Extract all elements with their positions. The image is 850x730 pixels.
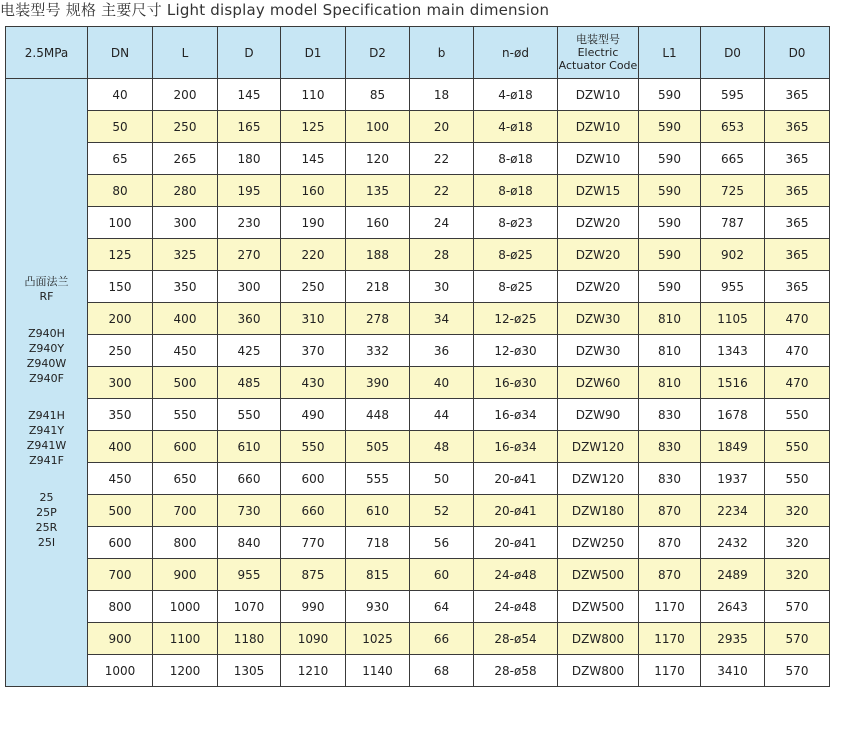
model-label: Z940H xyxy=(28,326,65,340)
cell-l1: 590 xyxy=(639,79,701,111)
cell-d1: 1090 xyxy=(281,623,346,655)
cell-dn: 80 xyxy=(88,175,153,207)
cell-l1: 810 xyxy=(639,335,701,367)
cell-l1: 870 xyxy=(639,559,701,591)
cell-d: 1305 xyxy=(218,655,281,687)
cell-d0: 1516 xyxy=(701,367,765,399)
cell-b: 56 xyxy=(410,527,474,559)
cell-d2: 930 xyxy=(346,591,410,623)
cell-b: 22 xyxy=(410,175,474,207)
cell-dn: 65 xyxy=(88,143,153,175)
table-row xyxy=(6,239,830,271)
cell-d: 270 xyxy=(218,239,281,271)
table-row xyxy=(6,111,830,143)
cell-d0: 2643 xyxy=(701,591,765,623)
cell-d0: 902 xyxy=(701,239,765,271)
cell-d: 145 xyxy=(218,79,281,111)
cell-n-d: 8-ø18 xyxy=(474,175,558,207)
cell-dn: 40 xyxy=(88,79,153,111)
cell-d1: 770 xyxy=(281,527,346,559)
table-row xyxy=(6,175,830,207)
table-row xyxy=(6,495,830,527)
cell-d0: 955 xyxy=(701,271,765,303)
cell-dn: 200 xyxy=(88,303,153,335)
cell-n-d: 4-ø18 xyxy=(474,79,558,111)
header-actuator-line: Actuator Code xyxy=(558,59,638,72)
model-label: 凸面法兰 xyxy=(24,274,69,288)
cell-d0-2: 570 xyxy=(765,591,830,623)
cell-d0: 1678 xyxy=(701,399,765,431)
cell-b: 44 xyxy=(410,399,474,431)
model-label: 25 xyxy=(39,490,54,504)
cell-d0: 725 xyxy=(701,175,765,207)
cell-b: 52 xyxy=(410,495,474,527)
cell-actuator-code: DZW800 xyxy=(558,623,639,655)
model-label: Z941H xyxy=(28,408,65,422)
cell-d0-2: 550 xyxy=(765,431,830,463)
cell-dn: 800 xyxy=(88,591,153,623)
cell-l: 325 xyxy=(153,239,218,271)
cell-l: 650 xyxy=(153,463,218,495)
cell-actuator-code: DZW60 xyxy=(558,367,639,399)
cell-d2: 718 xyxy=(346,527,410,559)
table-header xyxy=(6,27,830,79)
cell-n-d: 4-ø18 xyxy=(474,111,558,143)
table-row xyxy=(6,207,830,239)
model-label: Z940Y xyxy=(28,341,65,355)
cell-dn: 1000 xyxy=(88,655,153,687)
cell-l: 1100 xyxy=(153,623,218,655)
cell-n-d: 8-ø25 xyxy=(474,271,558,303)
table-row xyxy=(6,463,830,495)
cell-d0-2: 570 xyxy=(765,655,830,687)
cell-d1: 370 xyxy=(281,335,346,367)
cell-d0-2: 570 xyxy=(765,623,830,655)
header-d2: D2 xyxy=(346,27,410,79)
cell-b: 50 xyxy=(410,463,474,495)
cell-n-d: 8-ø18 xyxy=(474,143,558,175)
table-row xyxy=(6,559,830,591)
cell-d2: 555 xyxy=(346,463,410,495)
cell-l: 1000 xyxy=(153,591,218,623)
model-label: 25R xyxy=(35,520,58,534)
cell-d: 730 xyxy=(218,495,281,527)
cell-d1: 110 xyxy=(281,79,346,111)
cell-d0-2: 365 xyxy=(765,271,830,303)
cell-d1: 430 xyxy=(281,367,346,399)
cell-d2: 332 xyxy=(346,335,410,367)
cell-b: 40 xyxy=(410,367,474,399)
cell-n-d: 24-ø48 xyxy=(474,559,558,591)
cell-d2: 100 xyxy=(346,111,410,143)
cell-d2: 505 xyxy=(346,431,410,463)
model-label: Z941F xyxy=(29,453,64,467)
model-label: Z941W xyxy=(26,438,67,452)
table-row xyxy=(6,79,830,111)
page-title: 电装型号 规格 主要尺寸 Light display model Specification main dimension xyxy=(0,1,550,19)
cell-b: 66 xyxy=(410,623,474,655)
cell-d: 195 xyxy=(218,175,281,207)
cell-dn: 700 xyxy=(88,559,153,591)
cell-d0-2: 365 xyxy=(765,239,830,271)
cell-d0-2: 470 xyxy=(765,335,830,367)
cell-actuator-code: DZW10 xyxy=(558,143,639,175)
cell-actuator-code: DZW20 xyxy=(558,207,639,239)
model-side-label xyxy=(6,79,88,687)
cell-d: 230 xyxy=(218,207,281,239)
cell-actuator-code: DZW800 xyxy=(558,655,639,687)
cell-n-d: 20-ø41 xyxy=(474,527,558,559)
cell-d: 1070 xyxy=(218,591,281,623)
header-b: b xyxy=(410,27,474,79)
cell-d: 610 xyxy=(218,431,281,463)
cell-dn: 150 xyxy=(88,271,153,303)
table-row xyxy=(6,303,830,335)
cell-n-d: 28-ø54 xyxy=(474,623,558,655)
cell-d2: 160 xyxy=(346,207,410,239)
cell-d0-2: 365 xyxy=(765,207,830,239)
cell-d0: 1105 xyxy=(701,303,765,335)
cell-actuator-code: DZW500 xyxy=(558,591,639,623)
cell-dn: 450 xyxy=(88,463,153,495)
cell-n-d: 20-ø41 xyxy=(474,463,558,495)
cell-b: 22 xyxy=(410,143,474,175)
cell-d2: 815 xyxy=(346,559,410,591)
cell-b: 64 xyxy=(410,591,474,623)
cell-d1: 125 xyxy=(281,111,346,143)
cell-d1: 160 xyxy=(281,175,346,207)
cell-d0: 2489 xyxy=(701,559,765,591)
cell-b: 34 xyxy=(410,303,474,335)
cell-b: 60 xyxy=(410,559,474,591)
model-label: Z941Y xyxy=(28,423,65,437)
model-label: Z940F xyxy=(29,371,64,385)
cell-b: 36 xyxy=(410,335,474,367)
model-label: Z940W xyxy=(26,356,67,370)
cell-b: 18 xyxy=(410,79,474,111)
cell-n-d: 16-ø30 xyxy=(474,367,558,399)
cell-actuator-code: DZW20 xyxy=(558,239,639,271)
cell-d1: 220 xyxy=(281,239,346,271)
cell-d0-2: 365 xyxy=(765,79,830,111)
header-d0: D0 xyxy=(701,27,765,79)
cell-d0-2: 320 xyxy=(765,527,830,559)
cell-b: 20 xyxy=(410,111,474,143)
cell-l1: 590 xyxy=(639,111,701,143)
cell-d0: 3410 xyxy=(701,655,765,687)
cell-dn: 500 xyxy=(88,495,153,527)
cell-l: 300 xyxy=(153,207,218,239)
table-row xyxy=(6,431,830,463)
cell-l: 250 xyxy=(153,111,218,143)
cell-d1: 660 xyxy=(281,495,346,527)
cell-actuator-code: DZW30 xyxy=(558,303,639,335)
table-row xyxy=(6,655,830,687)
header-actuator-line: 电装型号 xyxy=(576,33,620,46)
header-actuator-line: Electric xyxy=(577,46,619,59)
cell-d0-2: 470 xyxy=(765,303,830,335)
cell-n-d: 12-ø25 xyxy=(474,303,558,335)
model-group xyxy=(6,274,87,304)
cell-l: 900 xyxy=(153,559,218,591)
cell-d1: 490 xyxy=(281,399,346,431)
cell-d0-2: 550 xyxy=(765,399,830,431)
cell-d0: 1849 xyxy=(701,431,765,463)
cell-d1: 875 xyxy=(281,559,346,591)
cell-l: 400 xyxy=(153,303,218,335)
cell-d1: 250 xyxy=(281,271,346,303)
cell-n-d: 24-ø48 xyxy=(474,591,558,623)
cell-dn: 900 xyxy=(88,623,153,655)
cell-d1: 1210 xyxy=(281,655,346,687)
cell-dn: 350 xyxy=(88,399,153,431)
cell-d: 840 xyxy=(218,527,281,559)
cell-l: 700 xyxy=(153,495,218,527)
cell-d0-2: 365 xyxy=(765,175,830,207)
cell-d1: 600 xyxy=(281,463,346,495)
cell-n-d: 16-ø34 xyxy=(474,431,558,463)
cell-actuator-code: DZW90 xyxy=(558,399,639,431)
cell-d2: 1025 xyxy=(346,623,410,655)
cell-l1: 1170 xyxy=(639,623,701,655)
cell-dn: 300 xyxy=(88,367,153,399)
cell-l1: 590 xyxy=(639,239,701,271)
cell-n-d: 8-ø25 xyxy=(474,239,558,271)
cell-l: 450 xyxy=(153,335,218,367)
cell-actuator-code: DZW10 xyxy=(558,111,639,143)
cell-d0: 665 xyxy=(701,143,765,175)
cell-d2: 188 xyxy=(346,239,410,271)
cell-b: 30 xyxy=(410,271,474,303)
cell-l: 800 xyxy=(153,527,218,559)
model-group xyxy=(6,408,87,468)
cell-l: 265 xyxy=(153,143,218,175)
cell-dn: 400 xyxy=(88,431,153,463)
cell-dn: 600 xyxy=(88,527,153,559)
table-row xyxy=(6,623,830,655)
cell-d0-2: 320 xyxy=(765,559,830,591)
table-row xyxy=(6,367,830,399)
header-l: L xyxy=(153,27,218,79)
header-d1: D1 xyxy=(281,27,346,79)
cell-d1: 145 xyxy=(281,143,346,175)
cell-b: 28 xyxy=(410,239,474,271)
cell-d: 300 xyxy=(218,271,281,303)
cell-l: 550 xyxy=(153,399,218,431)
cell-actuator-code: DZW20 xyxy=(558,271,639,303)
cell-l1: 810 xyxy=(639,367,701,399)
header-actuator-code xyxy=(558,27,639,79)
cell-actuator-code: DZW120 xyxy=(558,431,639,463)
cell-n-d: 12-ø30 xyxy=(474,335,558,367)
cell-d: 955 xyxy=(218,559,281,591)
cell-l1: 870 xyxy=(639,527,701,559)
cell-d: 1180 xyxy=(218,623,281,655)
cell-actuator-code: DZW15 xyxy=(558,175,639,207)
cell-dn: 125 xyxy=(88,239,153,271)
cell-l1: 810 xyxy=(639,303,701,335)
cell-actuator-code: DZW120 xyxy=(558,463,639,495)
cell-d: 660 xyxy=(218,463,281,495)
cell-n-d: 28-ø58 xyxy=(474,655,558,687)
table-row xyxy=(6,527,830,559)
cell-n-d: 20-ø41 xyxy=(474,495,558,527)
cell-l1: 870 xyxy=(639,495,701,527)
specification-table xyxy=(5,26,830,687)
model-group xyxy=(6,490,87,550)
cell-d2: 610 xyxy=(346,495,410,527)
cell-n-d: 8-ø23 xyxy=(474,207,558,239)
cell-d1: 990 xyxy=(281,591,346,623)
header-pressure: 2.5MPa xyxy=(6,27,88,79)
cell-dn: 100 xyxy=(88,207,153,239)
cell-dn: 250 xyxy=(88,335,153,367)
cell-d0: 2935 xyxy=(701,623,765,655)
table-body xyxy=(6,79,830,687)
header-l1: L1 xyxy=(639,27,701,79)
cell-l: 600 xyxy=(153,431,218,463)
cell-actuator-code: DZW500 xyxy=(558,559,639,591)
cell-d: 165 xyxy=(218,111,281,143)
header-n-d: n-ød xyxy=(474,27,558,79)
table-row xyxy=(6,271,830,303)
cell-d: 180 xyxy=(218,143,281,175)
cell-l: 1200 xyxy=(153,655,218,687)
cell-d0-2: 365 xyxy=(765,143,830,175)
table-row xyxy=(6,591,830,623)
cell-d: 425 xyxy=(218,335,281,367)
cell-n-d: 16-ø34 xyxy=(474,399,558,431)
cell-d0: 1343 xyxy=(701,335,765,367)
model-group xyxy=(6,326,87,386)
cell-l: 350 xyxy=(153,271,218,303)
cell-actuator-code: DZW180 xyxy=(558,495,639,527)
cell-d2: 448 xyxy=(346,399,410,431)
table-row xyxy=(6,143,830,175)
cell-l1: 1170 xyxy=(639,591,701,623)
model-label: 25P xyxy=(36,505,57,519)
cell-l: 200 xyxy=(153,79,218,111)
cell-d2: 135 xyxy=(346,175,410,207)
cell-d2: 120 xyxy=(346,143,410,175)
cell-b: 68 xyxy=(410,655,474,687)
cell-b: 24 xyxy=(410,207,474,239)
cell-dn: 50 xyxy=(88,111,153,143)
cell-d0: 2432 xyxy=(701,527,765,559)
cell-d1: 550 xyxy=(281,431,346,463)
cell-l1: 590 xyxy=(639,207,701,239)
model-label: RF xyxy=(39,289,54,303)
cell-actuator-code: DZW10 xyxy=(558,79,639,111)
cell-d: 485 xyxy=(218,367,281,399)
cell-actuator-code: DZW250 xyxy=(558,527,639,559)
cell-l1: 590 xyxy=(639,175,701,207)
cell-d0: 2234 xyxy=(701,495,765,527)
cell-d1: 190 xyxy=(281,207,346,239)
cell-l1: 590 xyxy=(639,143,701,175)
cell-d0: 653 xyxy=(701,111,765,143)
model-label: 25I xyxy=(37,535,56,549)
cell-l: 280 xyxy=(153,175,218,207)
cell-l1: 830 xyxy=(639,399,701,431)
cell-d0-2: 470 xyxy=(765,367,830,399)
header-d0-2: D0 xyxy=(765,27,830,79)
cell-d2: 1140 xyxy=(346,655,410,687)
header-dn: DN xyxy=(88,27,153,79)
cell-l1: 830 xyxy=(639,463,701,495)
header-d: D xyxy=(218,27,281,79)
cell-d: 550 xyxy=(218,399,281,431)
cell-d: 360 xyxy=(218,303,281,335)
cell-d2: 390 xyxy=(346,367,410,399)
cell-d2: 85 xyxy=(346,79,410,111)
header-row xyxy=(6,27,830,79)
cell-d0: 787 xyxy=(701,207,765,239)
cell-d1: 310 xyxy=(281,303,346,335)
cell-l: 500 xyxy=(153,367,218,399)
cell-d2: 278 xyxy=(346,303,410,335)
cell-l1: 590 xyxy=(639,271,701,303)
cell-d2: 218 xyxy=(346,271,410,303)
cell-d0-2: 365 xyxy=(765,111,830,143)
cell-l1: 830 xyxy=(639,431,701,463)
cell-actuator-code: DZW30 xyxy=(558,335,639,367)
cell-d0-2: 550 xyxy=(765,463,830,495)
cell-d0: 1937 xyxy=(701,463,765,495)
cell-l1: 1170 xyxy=(639,655,701,687)
cell-b: 48 xyxy=(410,431,474,463)
cell-d0-2: 320 xyxy=(765,495,830,527)
table-row xyxy=(6,399,830,431)
cell-d0: 595 xyxy=(701,79,765,111)
table-row xyxy=(6,335,830,367)
